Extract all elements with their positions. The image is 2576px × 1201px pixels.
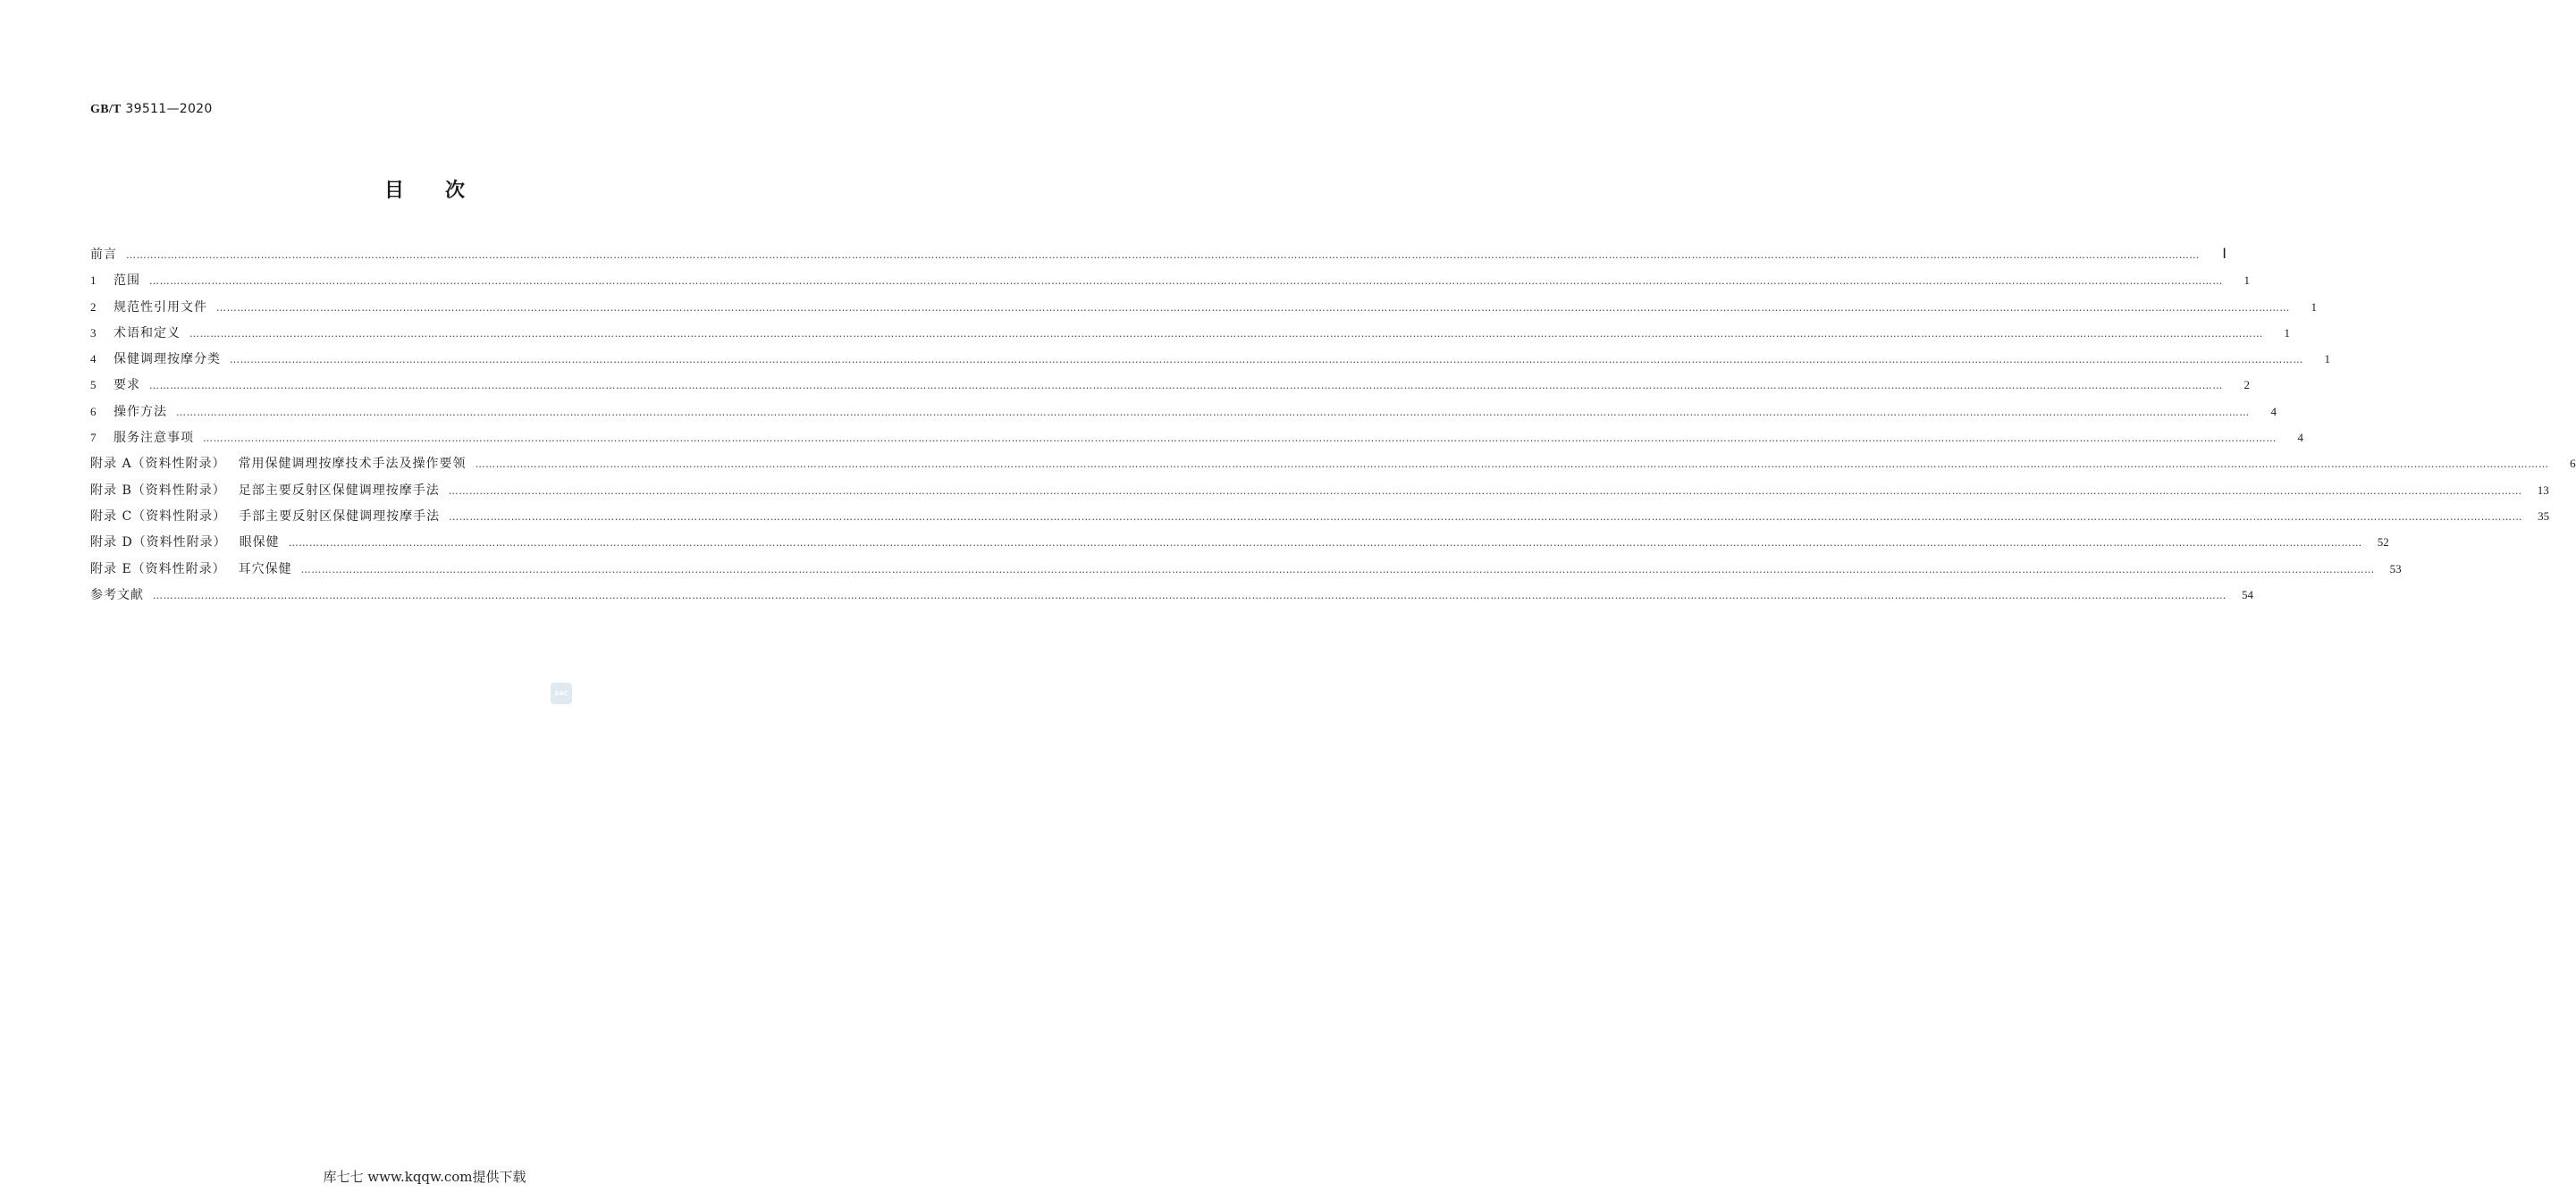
toc-leader: …………………………………………………………………………………………………………………………………………………………………………………………………………………………………………………………………………………………………………………………………………………………………………………………………………………………………………………………………………………………………………………………………………………… [126, 249, 2200, 261]
toc-leader: …………………………………………………………………………………………………………………………………………………………………………………………………………………………………………………………………………………………………………………………………………………………………………………………………………………………………………………………………………………………………………………………………………………… [176, 406, 2250, 418]
toc-appendix-title: 耳穴保健 [238, 561, 292, 576]
toc-entry-page: 35 [2538, 508, 2550, 523]
toc-entry-page: 1 [2311, 299, 2317, 314]
toc-leader: …………………………………………………………………………………………………………………………………………………………………………………………………………………………………………………………………………………………………………………………………………………………………………………………………………………………………………………………………………………………………………………………………………………… [149, 380, 2223, 392]
toc-appendix-label: 附录 B（资料性附录） [90, 483, 226, 498]
toc-entry[interactable] [90, 428, 2303, 454]
toc-entry[interactable] [90, 375, 2250, 401]
toc-entry-page: 1 [2243, 273, 2250, 288]
toc-appendix-title: 足部主要反射区保健调理按摩手法 [238, 483, 440, 498]
toc-entry-label: 要求 [114, 378, 140, 393]
toc-entry-page: 52 [2377, 535, 2389, 550]
toc-entry-page: 13 [2537, 483, 2549, 497]
sac-watermark-logo: SAC [551, 683, 572, 704]
toc-entry-label: 服务注意事项 [114, 431, 194, 446]
toc-leader: …………………………………………………………………………………………………………………………………………………………………………………………………………………………………………………………………………………………………………………………………………………………………………………………………………………………………………………………………………………………………………………………………………………… [449, 510, 2523, 523]
toc-appendix-label: 附录 E（资料性附录） [90, 561, 226, 576]
toc-entry-page: Ⅰ [2222, 247, 2227, 262]
toc-leader: …………………………………………………………………………………………………………………………………………………………………………………………………………………………………………………………………………………………………………………………………………………………………………………………………………………………………………………………………………………………………………………………………………………… [288, 537, 2362, 550]
toc-entry[interactable] [90, 271, 2250, 297]
toc-entry-number: 2 [90, 299, 97, 314]
toc-leader: …………………………………………………………………………………………………………………………………………………………………………………………………………………………………………………………………………………………………………………………………………………………………………………………………………………………………………………………………………………………………………………………………………………… [448, 484, 2522, 497]
toc-entry[interactable] [90, 323, 2290, 349]
toc-entry-label: 操作方法 [114, 404, 167, 419]
toc-entry-page: 1 [2284, 325, 2290, 340]
toc-leader: …………………………………………………………………………………………………………………………………………………………………………………………………………………………………………………………………………………………………………………………………………………………………………………………………………………………………………………………………………………………………………………………………………………… [153, 589, 2227, 601]
toc-entry-label: 术语和定义 [114, 325, 181, 340]
toc-entry[interactable] [90, 298, 2317, 323]
toc-entry-appendix[interactable] [90, 507, 2550, 533]
toc-entry-label: 前言 [90, 248, 117, 262]
toc-entry-appendix[interactable] [90, 533, 2389, 559]
toc-appendix-label: 附录 A（资料性附录） [90, 457, 226, 472]
toc-entry-page: 54 [2242, 587, 2253, 601]
toc-entry-page: 6 [2570, 457, 2576, 471]
toc-entry-number: 5 [90, 378, 97, 392]
toc-entry-page: 53 [2389, 561, 2402, 575]
toc-entry[interactable] [90, 402, 2277, 428]
toc-entry-label: 范围 [114, 273, 140, 289]
toc-entry-page: 1 [2324, 352, 2330, 366]
toc-leader: …………………………………………………………………………………………………………………………………………………………………………………………………………………………………………………………………………………………………………………………………………………………………………………………………………………………………………………………………………………………………………………………………………………… [230, 354, 2303, 366]
toc-entry-number: 1 [90, 273, 97, 288]
toc-entry-number: 4 [90, 352, 97, 366]
toc-leader: …………………………………………………………………………………………………………………………………………………………………………………………………………………………………………………………………………………………………………………………………………………………………………………………………………………………………………………………………………………………………………………………………………………… [149, 275, 2223, 288]
toc-entry[interactable] [90, 349, 2330, 375]
toc-entry-page: 2 [2243, 378, 2250, 392]
standard-code-number: 39511—2020 [125, 102, 213, 116]
toc-entry-label: 规范性引用文件 [114, 299, 207, 315]
standard-code-prefix: GB/T [90, 103, 122, 116]
toc-appendix-label: 附录 D（资料性附录） [90, 535, 227, 550]
toc-leader: …………………………………………………………………………………………………………………………………………………………………………………………………………………………………………………………………………………………………………………………………………………………………………………………………………………………………………………………………………………………………………………………………………………… [189, 327, 2263, 340]
toc-entry[interactable] [90, 245, 2227, 271]
toc-entry-page: 4 [2297, 431, 2303, 445]
download-footer: 库七七 www.kqqw.com提供下载 [323, 1169, 526, 1185]
toc-entry-label: 保健调理按摩分类 [114, 352, 221, 367]
toc-appendix-title: 手部主要反射区保健调理按摩手法 [239, 508, 441, 524]
toc-entry-number: 7 [90, 431, 97, 445]
toc-leader: …………………………………………………………………………………………………………………………………………………………………………………………………………………………………………………………………………………………………………………………………………………………………………………………………………………………………………………………………………………………………………………………………………………… [203, 433, 2277, 445]
toc-entry[interactable] [90, 585, 2253, 611]
toc-entry-page: 4 [2270, 404, 2277, 418]
toc-entry-label: 参考文献 [90, 587, 144, 602]
toc-entry-number: 6 [90, 404, 97, 418]
toc-leader: …………………………………………………………………………………………………………………………………………………………………………………………………………………………………………………………………………………………………………………………………………………………………………………………………………………………………………………………………………………………………………………………………………………… [300, 563, 2375, 575]
page-title [0, 175, 849, 203]
toc-leader: …………………………………………………………………………………………………………………………………………………………………………………………………………………………………………………………………………………………………………………………………………………………………………………………………………………………………………………………………………………………………………………………………………………… [216, 301, 2290, 314]
standard-code [90, 102, 213, 117]
table-of-contents [90, 245, 2576, 611]
toc-entry-appendix[interactable] [90, 454, 2576, 480]
page-title-char-1: 目 [383, 180, 404, 202]
toc-leader: …………………………………………………………………………………………………………………………………………………………………………………………………………………………………………………………………………………………………………………………………………………………………………………………………………………………………………………………………………………………………………………………………………………… [475, 458, 2549, 471]
toc-entry-appendix[interactable] [90, 481, 2549, 507]
toc-appendix-title: 常用保健调理按摩技术手法及操作要领 [238, 457, 467, 472]
toc-entry-appendix[interactable] [90, 559, 2402, 585]
page-title-char-2: 次 [445, 180, 466, 202]
toc-entry-number: 3 [90, 325, 97, 340]
toc-appendix-title: 眼保健 [239, 535, 280, 550]
toc-appendix-label: 附录 C（资料性附录） [90, 508, 227, 524]
